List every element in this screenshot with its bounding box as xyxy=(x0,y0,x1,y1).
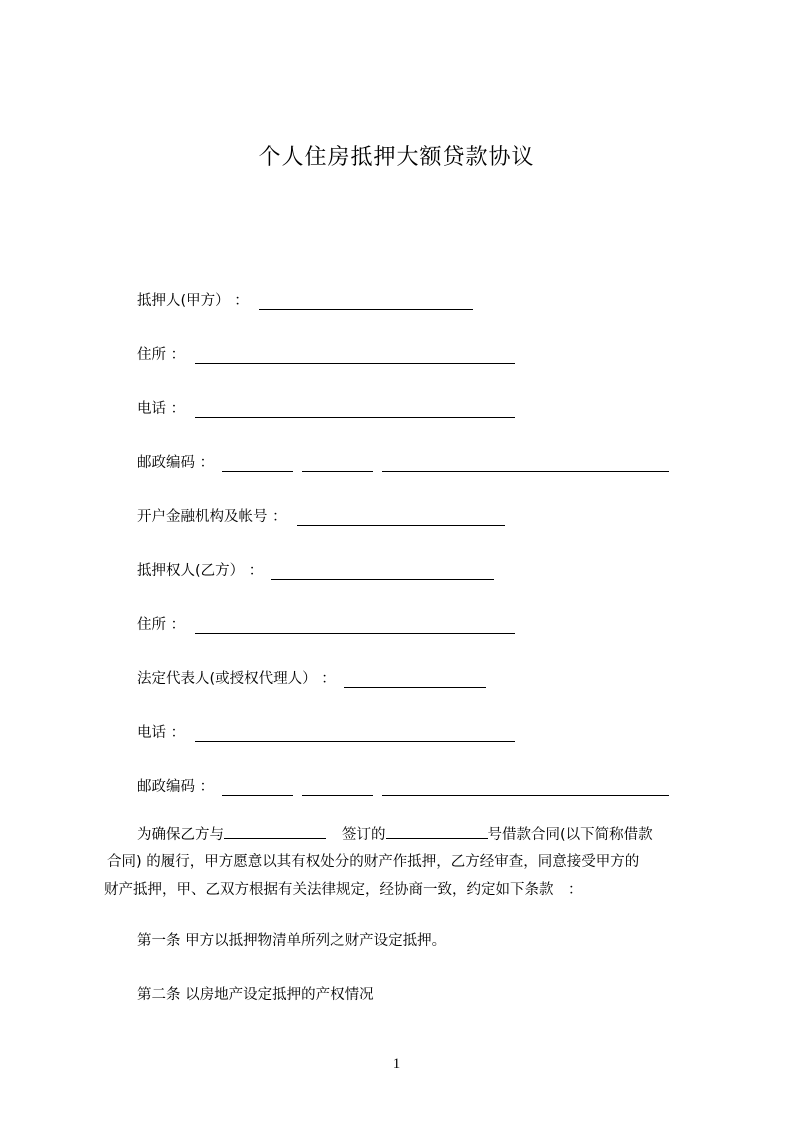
field-label: 住所 ： xyxy=(137,347,186,363)
field-label: 邮政编码 ： xyxy=(137,779,215,795)
postcode-a-blank-2[interactable] xyxy=(302,456,373,472)
field-address-b xyxy=(137,614,515,636)
address-a-blank[interactable] xyxy=(195,348,515,364)
field-label: 法定代表人(或授权代理人） ： xyxy=(137,671,336,687)
article-2: 第二条 以房地产设定抵押的产权情况 xyxy=(137,987,374,1003)
bank-account-blank[interactable] xyxy=(297,510,505,526)
field-postcode-a xyxy=(137,452,669,474)
document-title: 个人住房抵押大额贷款协议 xyxy=(258,145,535,170)
field-phone-a xyxy=(137,398,515,420)
field-label: 邮政编码 ： xyxy=(137,455,215,471)
paragraph-line-1 xyxy=(137,823,653,846)
field-phone-b xyxy=(137,722,515,744)
paragraph-text-1: 为确保乙方与 xyxy=(137,827,224,843)
field-legal-rep xyxy=(137,668,486,690)
field-label: 抵押权人(乙方） ： xyxy=(137,563,264,579)
phone-a-blank[interactable] xyxy=(195,402,515,418)
field-postcode-b xyxy=(137,776,669,798)
field-label: 住所 ： xyxy=(137,617,186,633)
article-1: 第一条 甲方以抵押物清单所列之财产设定抵押。 xyxy=(137,933,447,949)
mortgagor-blank[interactable] xyxy=(259,294,473,310)
postcode-b-blank-1[interactable] xyxy=(222,780,293,796)
field-bank-account xyxy=(137,506,505,528)
party-blank[interactable] xyxy=(224,823,326,839)
paragraph-text-2: 签订的 xyxy=(342,827,386,843)
field-mortgagor xyxy=(137,290,473,312)
postcode-b-blank-2[interactable] xyxy=(302,780,373,796)
field-label: 抵押人(甲方） ： xyxy=(137,293,249,309)
phone-b-blank[interactable] xyxy=(195,726,515,742)
page-number: 1 xyxy=(392,1056,401,1072)
field-label: 电话 ： xyxy=(137,725,186,741)
postcode-a-blank-3[interactable] xyxy=(382,456,669,472)
field-mortgagee xyxy=(137,560,494,582)
paragraph-line-3: 财产抵押，甲、乙双方根据有关法律规定，经协商一致，约定如下条款 ： xyxy=(104,882,583,898)
paragraph-line-2: 合同) 的履行，甲方愿意以其有权处分的财产作抵押，乙方经审查，同意接受甲方的 xyxy=(107,854,640,870)
paragraph-text-3: 号借款合同(以下简称借款 xyxy=(487,827,653,843)
contract-number-blank[interactable] xyxy=(386,823,488,839)
legal-rep-blank[interactable] xyxy=(344,672,486,688)
address-b-blank[interactable] xyxy=(195,618,515,634)
field-label: 开户金融机构及帐号 ： xyxy=(137,509,287,525)
mortgagee-blank[interactable] xyxy=(271,564,494,580)
postcode-a-blank-1[interactable] xyxy=(222,456,293,472)
field-label: 电话 ： xyxy=(137,401,186,417)
postcode-b-blank-3[interactable] xyxy=(382,780,669,796)
field-address-a xyxy=(137,344,515,366)
